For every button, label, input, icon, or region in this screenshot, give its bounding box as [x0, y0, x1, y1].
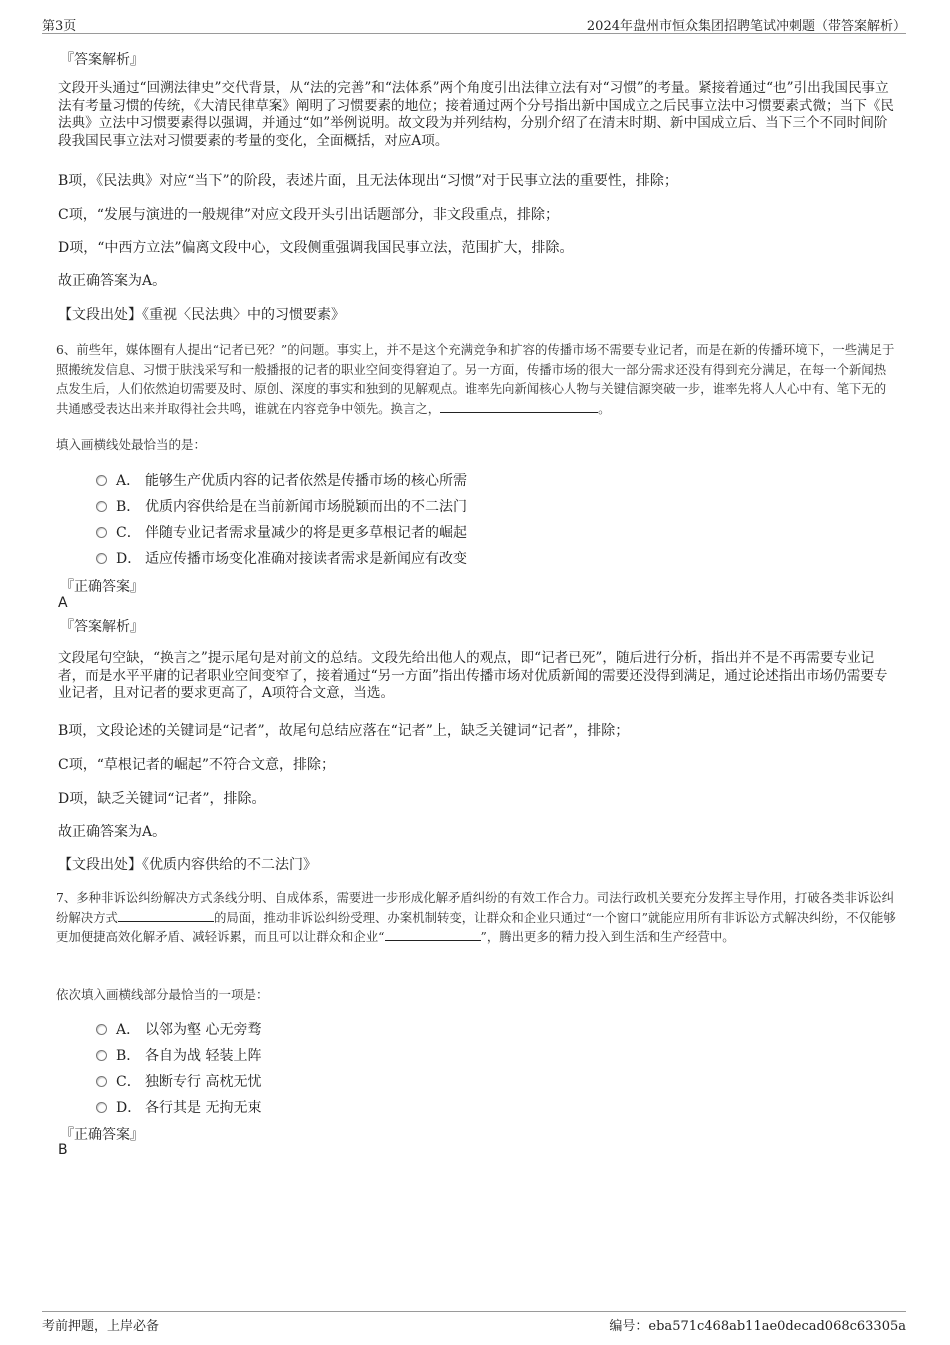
analysis-option-b: B项，文段论述的关键词是“记者”，故尾句总结应落在“记者”上，缺乏关键词“记者”，排除； — [58, 723, 630, 739]
analysis-option-d: D项，缺乏关键词“记者”，排除。 — [58, 791, 266, 807]
option-key: A． — [116, 473, 141, 489]
analysis-label: 『答案解析』 — [60, 619, 144, 635]
option-key: A． — [116, 1022, 141, 1038]
question-6-end: 。 — [598, 400, 611, 416]
page-number: 第3页 — [42, 19, 77, 34]
option-key: D． — [116, 551, 142, 567]
conclusion: 故正确答案为A。 — [58, 824, 167, 840]
analysis-option-b: B项，《民法典》对应“当下”的阶段，表述片面，且无法体现出“习惯”对于民事立法的重要性，排除； — [58, 173, 678, 189]
radio-icon[interactable] — [96, 527, 107, 538]
answer-blank — [440, 400, 598, 413]
radio-icon[interactable] — [96, 501, 107, 512]
option-text: 能够生产优质内容的记者依然是传播市场的核心所需 — [145, 473, 467, 489]
source-citation: 【文段出处】《重视〈民法典〉中的习惯要素》 — [58, 307, 345, 323]
correct-answer-label: 『正确答案』 — [60, 1127, 144, 1143]
option-text: 优质内容供给是在当前新闻市场脱颖而出的不二法门 — [145, 499, 467, 515]
question-6-stem — [56, 340, 896, 418]
question-7-stem — [56, 888, 896, 947]
analysis-label: 『答案解析』 — [60, 52, 144, 68]
question-6-text: 6、前些年，媒体圈有人提出“记者已死？”的问题。事实上，并不是这个充满竞争和扩容的传播市场不需要专业记者，而是在新的传播环境下，一些满足于照搬统发信息、习惯于肤浅采写和一般播报的记者的职业空间变得窘迫了。另一方面，传播市场的很大一部分需求还没有得到充分满足，在每一个新闻热点发生后，人们依然迫切需要及时、原创、深度的事实和独到的见解观点。谁率先向新闻核心人物与关键信源突破一步，谁率先将人人心中有、笔下无的共通感受表达出来并取得社会共鸣，谁就在内容竞争中领先。换言之， — [56, 342, 895, 416]
document-id: 编号：eba571c468ab11ae0decad068c63305a — [609, 1319, 906, 1334]
document-title: 2024年盘州市恒众集团招聘笔试冲刺题（带答案解析） — [586, 19, 906, 34]
correct-answer: B — [58, 1142, 68, 1158]
option-key: B． — [116, 499, 141, 515]
correct-answer-label: 『正确答案』 — [60, 579, 144, 595]
analysis-option-c: C项，“发展与演进的一般规律”对应文段开头引出话题部分，非文段重点，排除； — [58, 207, 560, 223]
option-text: 适应传播市场变化准确对接读者需求是新闻应有改变 — [145, 551, 467, 567]
option-key: D． — [116, 1100, 142, 1116]
answer-blank — [118, 909, 214, 922]
question-7-text: 7、多种非诉讼纠纷解决方式条线分明、自成体系，需要进一步形成化解矛盾纠纷的有效工作合力。司法行政机关要充分发挥主导作用，打破各类非诉讼纠纷解决方式 — [56, 890, 895, 925]
analysis-option-d: D项，“中西方立法”偏离文段中心，文段侧重强调我国民事立法，范围扩大，排除。 — [58, 240, 574, 256]
analysis-option-c: C项，“草根记者的崛起”不符合文意，排除； — [58, 757, 336, 773]
option-key: C． — [116, 1074, 141, 1090]
option-text: 以邻为壑 心无旁骛 — [145, 1022, 262, 1038]
question-7-prompt: 依次填入画横线部分最恰当的一项是： — [56, 987, 269, 1002]
analysis-paragraph: 文段尾句空缺，“换言之”提示尾句是对前文的总结。文段先给出他人的观点，即“记者已死”，随后进行分析，指出并不是不再需要专业记者，而是水平平庸的记者职业空间变窄了，接着通过“另一方面”指出传播市场对优质新闻的需要还没得到满足，通过论述指出市场仍需要专业记者，且对记者的要求更高了，A项符合文意，当选。 — [58, 650, 888, 701]
radio-icon[interactable] — [96, 1050, 107, 1061]
question-6-prompt: 填入画横线处最恰当的是： — [56, 437, 207, 452]
radio-icon[interactable] — [96, 553, 107, 564]
option-key: B． — [116, 1048, 141, 1064]
page-footer — [42, 1311, 906, 1334]
conclusion: 故正确答案为A。 — [58, 273, 167, 289]
question-7-text: ”，腾出更多的精力投入到生活和生产经营中。 — [480, 929, 735, 944]
answer-blank — [385, 928, 481, 941]
option-text: 各自为战 轻装上阵 — [145, 1048, 262, 1064]
radio-icon[interactable] — [96, 1102, 107, 1113]
radio-icon[interactable] — [96, 475, 107, 486]
footer-slogan: 考前押题，上岸必备 — [42, 1319, 160, 1334]
correct-answer: A — [58, 595, 68, 611]
question-7-text: 的局面，推动非诉讼纠纷受理、办案机制转变，让群众和企业只通过“一个窗口”就能应用所有非诉讼方式解决纠纷，不仅能够更加便捷高效化解矛盾、减轻诉累，而且可以让群众和企业“ — [56, 909, 896, 944]
analysis-paragraph: 文段开头通过“回溯法律史”交代背景，从“法的完善”和“法体系”两个角度引出法律立法有对“习惯”的考量。紧接着通过“也”引出我国民事立法有考量习惯的传统，《大清民律草案》阐明了习惯要素的地位；接着通过两个分号指出新中国成立之后民事立法中习惯要素式微；当下《民法典》立法中习惯要素得以强调，并通过“如”举例说明。故文段为并列结构，分别介绍了在清末时期、新中国成立后、当下三个不同时间阶段我国民事立法对习惯要素的考量的变化，全面概括，对应A项。 — [58, 80, 895, 149]
option-text: 各行其是 无拘无束 — [145, 1100, 262, 1116]
source-citation: 【文段出处】《优质内容供给的不二法门》 — [58, 857, 317, 873]
option-text: 伴随专业记者需求量减少的将是更多草根记者的崛起 — [145, 525, 467, 541]
option-text: 独断专行 高枕无忧 — [145, 1074, 262, 1090]
option-key: C． — [116, 525, 141, 541]
radio-icon[interactable] — [96, 1076, 107, 1087]
radio-icon[interactable] — [96, 1024, 107, 1035]
page-header — [42, 14, 906, 34]
